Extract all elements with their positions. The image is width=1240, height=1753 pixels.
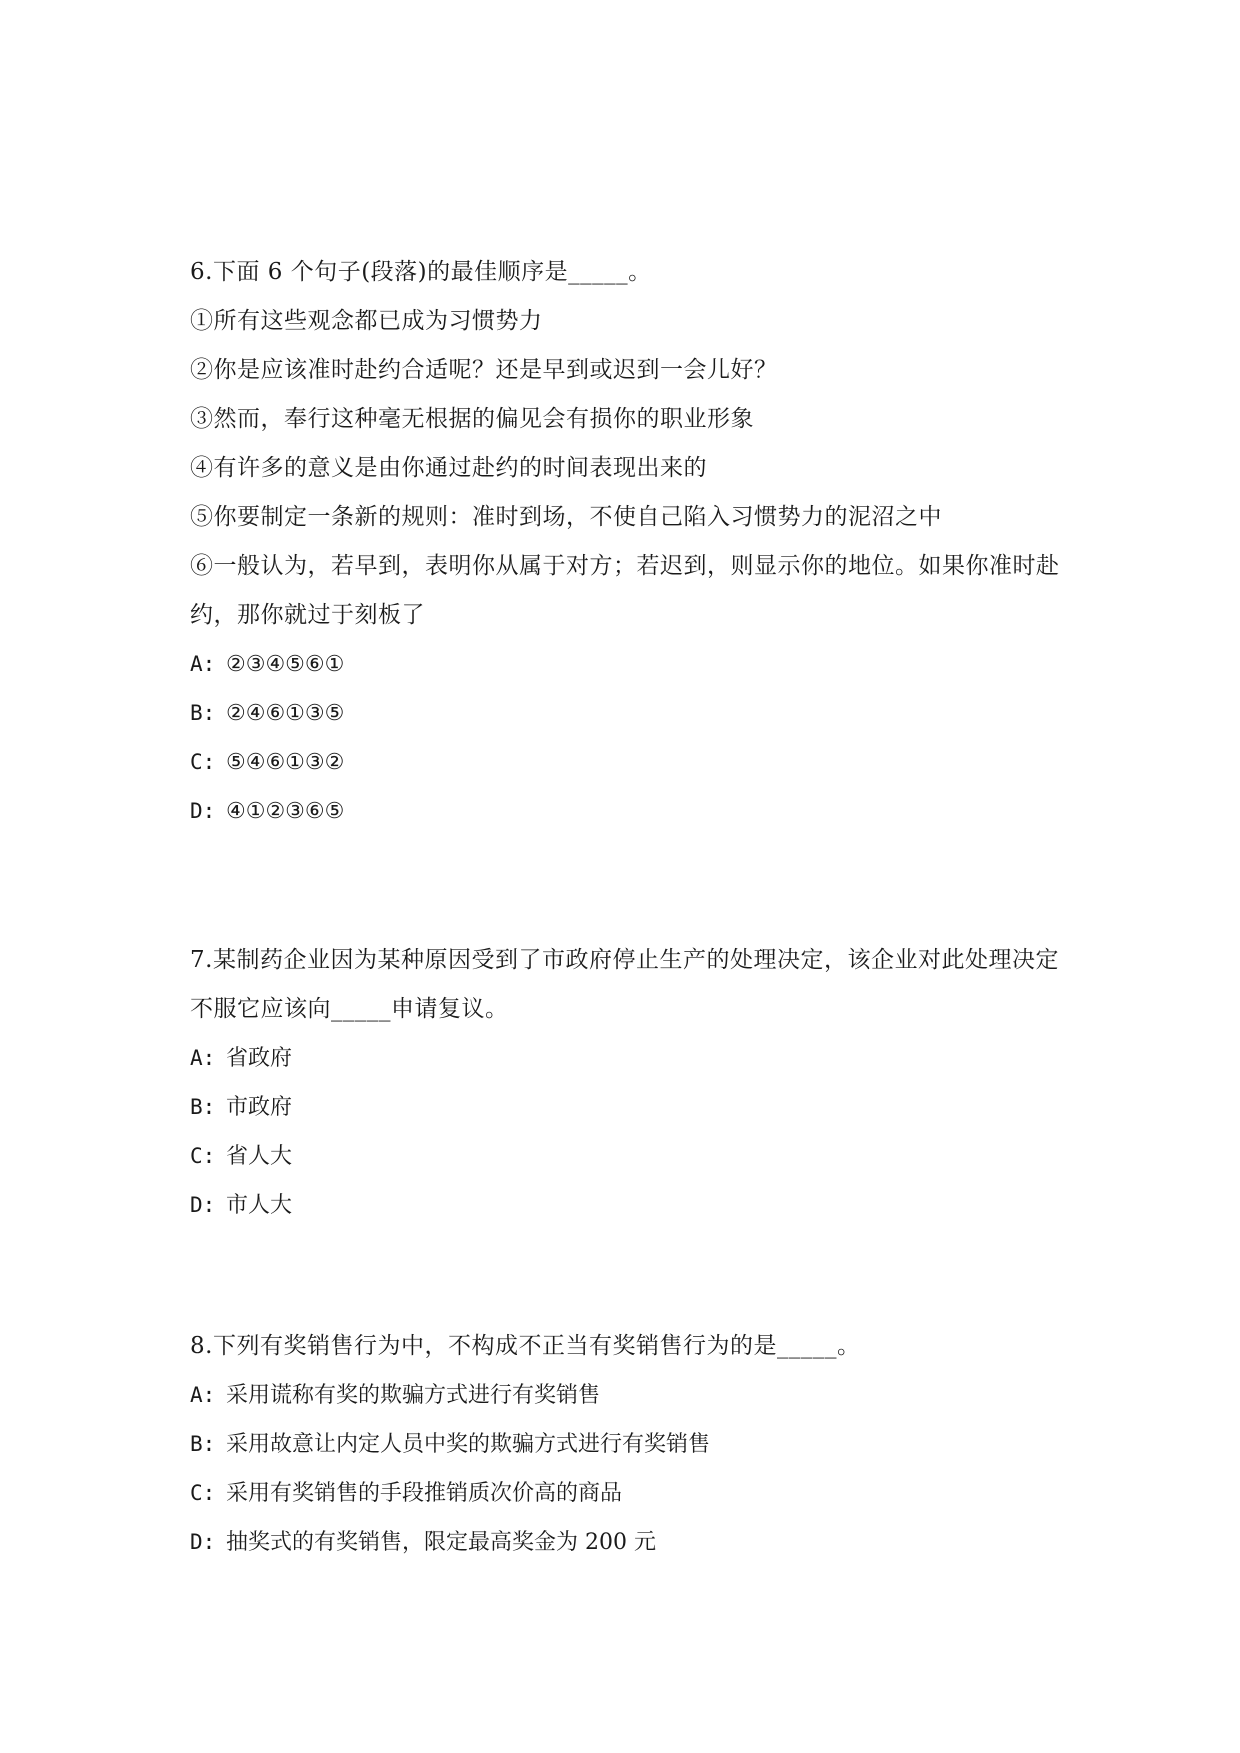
- option-b: [190, 1083, 1070, 1132]
- option-text: 采用有奖销售的手段推销质次价高的商品: [226, 1481, 623, 1506]
- option-text: 省政府: [226, 1046, 293, 1071]
- option-letter: C:: [190, 1144, 216, 1168]
- option-letter: A:: [190, 1383, 216, 1407]
- question-stem: 6.下面 6 个句子(段落)的最佳顺序是_____。: [190, 259, 652, 285]
- option-text: ⑤④⑥①③②: [226, 750, 345, 775]
- option-c: [190, 1469, 1070, 1518]
- question-6: [190, 248, 1070, 836]
- option-text: 抽奖式的有奖销售，限定最高奖金为 200 元: [226, 1530, 656, 1555]
- sentence-1: ①所有这些观念都已成为习惯势力: [190, 308, 543, 334]
- option-d: [190, 1518, 1070, 1567]
- option-letter: A:: [190, 652, 216, 676]
- option-text: 采用故意让内定人员中奖的欺骗方式进行有奖销售: [226, 1432, 711, 1457]
- option-text: 省人大: [226, 1144, 293, 1169]
- option-text: ②③④⑤⑥①: [226, 652, 345, 677]
- sentence-4: ④有许多的意义是由你通过赴约的时间表现出来的: [190, 455, 707, 481]
- option-letter: B:: [190, 1432, 216, 1456]
- option-c: [190, 1132, 1070, 1181]
- question-8: [190, 1322, 1070, 1567]
- sentence-2: ②你是应该准时赴约合适呢？还是早到或迟到一会儿好？: [190, 357, 778, 383]
- sentence-3: ③然而，奉行这种毫无根据的偏见会有损你的职业形象: [190, 406, 754, 432]
- option-letter: C:: [190, 750, 216, 774]
- question-stem: 8.下列有奖销售行为中，不构成不正当有奖销售行为的是_____。: [190, 1333, 861, 1359]
- option-letter: B:: [190, 701, 216, 725]
- option-a: [190, 1371, 1070, 1420]
- option-letter: A:: [190, 1046, 216, 1070]
- option-text: 市政府: [226, 1095, 293, 1120]
- option-b: [190, 689, 1070, 738]
- option-a: [190, 1034, 1070, 1083]
- option-text: ④①②③⑥⑤: [226, 799, 345, 824]
- option-text: ②④⑥①③⑤: [226, 701, 345, 726]
- option-letter: D:: [190, 799, 216, 823]
- option-letter: C:: [190, 1481, 216, 1505]
- option-letter: B:: [190, 1095, 216, 1119]
- option-d: [190, 787, 1070, 836]
- sentence-5: ⑤你要制定一条新的规则：准时到场，不使自己陷入习惯势力的泥沼之中: [190, 504, 942, 530]
- question-stem: 7.某制药企业因为某种原因受到了市政府停止生产的处理决定，该企业对此处理决定不服它应该向_____申请复议。: [190, 947, 1059, 1022]
- option-d: [190, 1181, 1070, 1230]
- option-letter: D:: [190, 1530, 216, 1554]
- option-letter: D:: [190, 1193, 216, 1217]
- option-c: [190, 738, 1070, 787]
- option-a: [190, 640, 1070, 689]
- sentence-6: ⑥一般认为，若早到，表明你从属于对方；若迟到，则显示你的地位。如果你准时赴约，那你就过于刻板了: [190, 553, 1060, 628]
- option-text: 市人大: [226, 1193, 293, 1218]
- option-b: [190, 1420, 1070, 1469]
- question-7: [190, 936, 1070, 1230]
- option-text: 采用谎称有奖的欺骗方式进行有奖销售: [226, 1383, 601, 1408]
